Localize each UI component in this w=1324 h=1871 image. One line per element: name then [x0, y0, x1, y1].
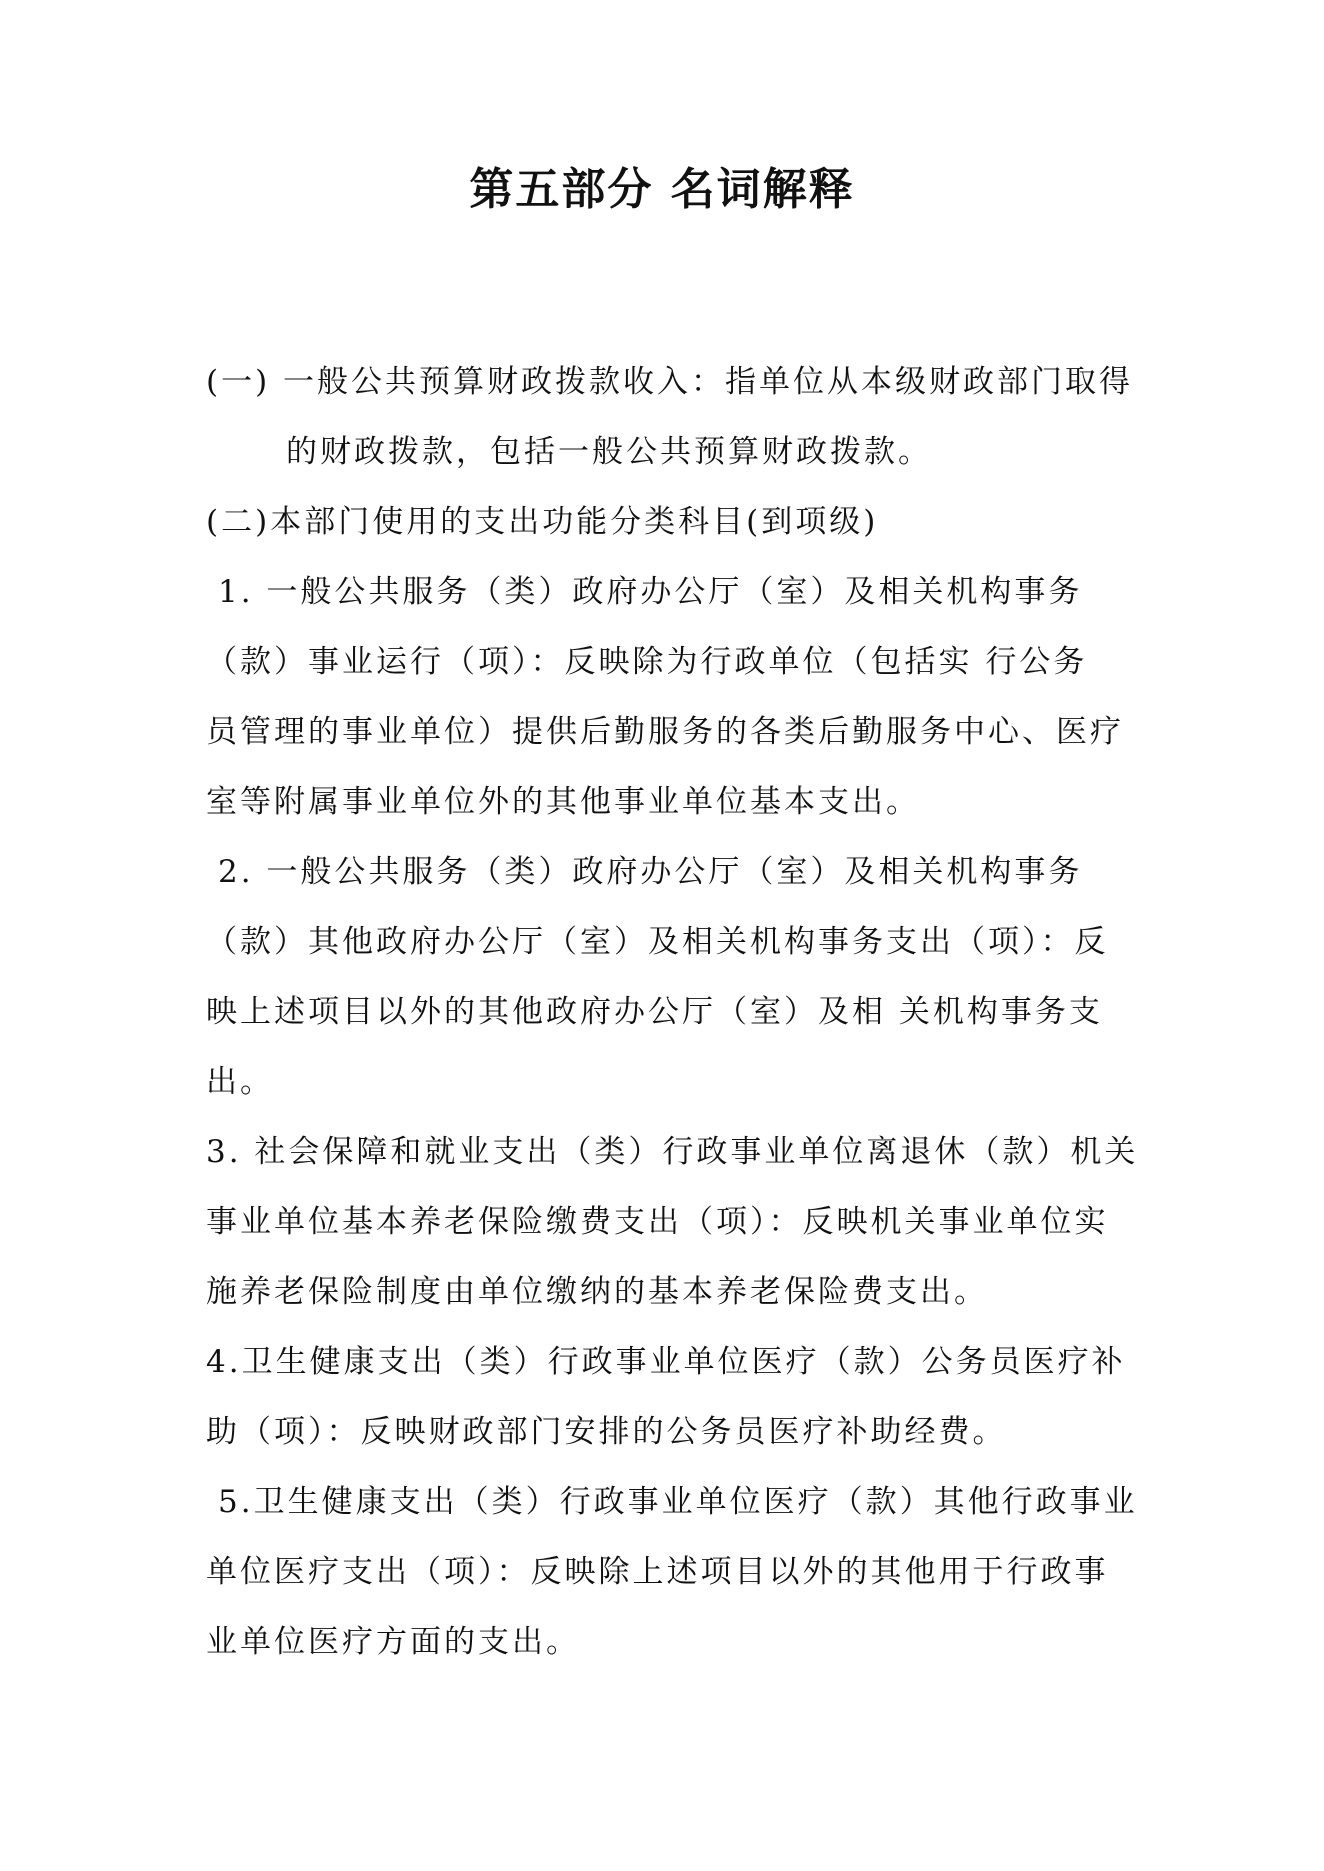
paragraph-line: (一) 一般公共预算财政拨款收入：指单位从本级财政部门取得	[206, 364, 1134, 400]
paragraph-line: 的财政拨款，包括一般公共预算财政拨款。	[286, 434, 932, 470]
paragraph-line: 2. 一般公共服务（类）政府办公厅（室）及相关机构事务	[218, 854, 1083, 890]
paragraph-line: 3. 社会保障和就业支出（类）行政事业单位离退休（款）机关	[206, 1134, 1139, 1170]
paragraph-line: 助（项）：反映财政部门安排的公务员医疗补助经费。	[206, 1414, 1007, 1450]
paragraph-line: （款）事业运行（项）：反映除为行政单位（包括实 行公务	[206, 644, 1088, 680]
paragraph-line: 4.卫生健康支出（类）行政事业单位医疗（款）公务员医疗补	[206, 1344, 1126, 1380]
paragraph-line: 室等附属事业单位外的其他事业单位基本支出。	[206, 784, 920, 820]
paragraph-line: 出。	[206, 1064, 274, 1100]
paragraph-line: 事业单位基本养老保险缴费支出（项）：反映机关事业单位实	[206, 1204, 1109, 1240]
paragraph-line: 5.卫生健康支出（类）行政事业单位医疗（款）其他行政事业	[218, 1484, 1138, 1520]
paragraph-line: 映上述项目以外的其他政府办公厅（室）及相 关机构事务支	[206, 994, 1103, 1030]
paragraph-line: （款）其他政府办公厅（室）及相关机构事务支出（项）：反	[206, 924, 1109, 960]
paragraph-line: (二)本部门使用的支出功能分类科目(到项级)	[206, 504, 879, 540]
paragraph-line: 施养老保险制度由单位缴纳的基本养老保险费支出。	[206, 1274, 988, 1310]
paragraph-line: 业单位医疗方面的支出。	[206, 1624, 580, 1660]
paragraph-line: 1. 一般公共服务（类）政府办公厅（室）及相关机构事务	[218, 574, 1083, 610]
page-title: 第五部分 名词解释	[469, 164, 855, 215]
paragraph-line: 单位医疗支出（项）：反映除上述项目以外的其他用于行政事	[206, 1554, 1109, 1590]
paragraph-line: 员管理的事业单位）提供后勤服务的各类后勤服务中心、医疗	[206, 714, 1124, 750]
